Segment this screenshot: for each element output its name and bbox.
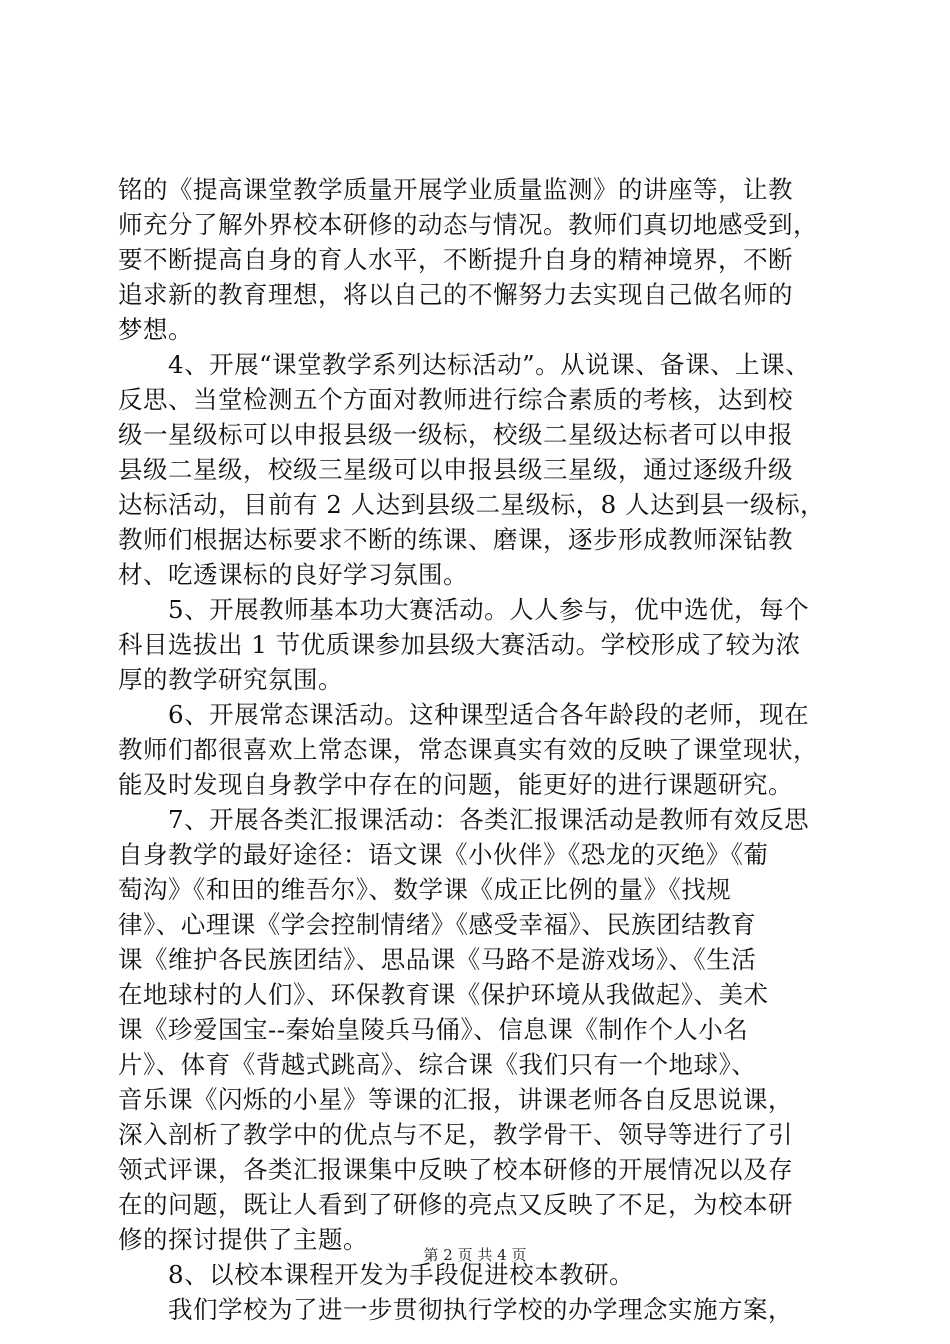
page-number-label: 第 2 页 共 4 页 (423, 1246, 527, 1264)
text-line: 律》、心理课《学会控制情绪》《感受幸福》、民族团结教育 (118, 910, 757, 939)
page-footer (0, 1245, 950, 1265)
text-line: 材、吃透课标的良好学习氛围。 (118, 560, 468, 589)
text-line: 自身教学的最好途径：语文课《小伙伴》《恐龙的灭绝》《葡 (118, 840, 769, 869)
text-line: 修的探讨提供了主题。 (118, 1225, 368, 1254)
text-line: 领式评课，各类汇报课集中反映了校本研修的开展情况以及存 (118, 1155, 793, 1184)
text-line: 深入剖析了教学中的优点与不足，教学骨干、领导等进行了引 (118, 1120, 793, 1149)
text-line: 片》、体育《背越式跳高》、综合课《我们只有一个地球》、 (118, 1050, 757, 1079)
text-line: 县级二星级，校级三星级可以申报县级三星级，通过逐级升级 (118, 455, 793, 484)
text-line: 反思、当堂检测五个方面对教师进行综合素质的考核，达到校 (118, 385, 793, 414)
text-line: 在的问题，既让人看到了研修的亮点又反映了不足，为校本研 (118, 1190, 793, 1219)
text-line: 级一星级标可以申报县级一级标，校级二星级达标者可以申报 (118, 420, 793, 449)
text-line: 梦想。 (118, 315, 193, 344)
text-line: 萄沟》《和田的维吾尔》、数学课《成正比例的量》《找规 (118, 875, 732, 904)
text-line: 达标活动，目前有 2 人达到县级二星级标，8 人达到县一级标， (118, 490, 826, 519)
text-line: 师充分了解外界校本研修的动态与情况。教师们真切地感受到， (118, 210, 818, 239)
text-line: 音乐课《闪烁的小星》等课的汇报，讲课老师各自反思说课， (118, 1085, 793, 1114)
text-line: 8、以校本课程开发为手段促进校本教研。 (118, 1260, 635, 1289)
text-line: 教师们都很喜欢上常态课，常态课真实有效的反映了课堂现状， (118, 735, 818, 764)
body-text (118, 172, 854, 1327)
text-line: 科目选拔出 1 节优质课参加县级大赛活动。学校形成了较为浓 (118, 630, 801, 659)
text-line: 追求新的教育理想，将以自己的不懈努力去实现自己做名师的 (118, 280, 793, 309)
text-line: 教师们根据达标要求不断的练课、磨课，逐步形成教师深钻教 (118, 525, 793, 554)
text-line: 要不断提高自身的育人水平，不断提升自身的精神境界，不断 (118, 245, 793, 274)
text-line: 5、开展教师基本功大赛活动。人人参与，优中选优，每个 (118, 595, 810, 624)
text-line: 6、开展常态课活动。这种课型适合各年龄段的老师，现在 (118, 700, 810, 729)
text-line: 我们学校为了进一步贯彻执行学校的办学理念实施方案， (118, 1295, 793, 1324)
text-line: 课《维护各民族团结》、思品课《马路不是游戏场》、《生活 (118, 945, 757, 974)
text-line: 4、开展“课堂教学系列达标活动”。从说课、备课、上课、 (118, 350, 811, 379)
text-line: 在地球村的人们》、环保教育课《保护环境从我做起》、美术 (118, 980, 769, 1009)
text-line: 铭的《提高课堂教学质量开展学业质量监测》的讲座等，让教 (118, 175, 793, 204)
text-line: 厚的教学研究氛围。 (118, 665, 343, 694)
text-line: 7、开展各类汇报课活动：各类汇报课活动是教师有效反思 (118, 805, 810, 834)
text-line: 课《珍爱国宝--秦始皇陵兵马俑》、信息课《制作个人小名 (118, 1015, 749, 1044)
text-line: 能及时发现自身教学中存在的问题，能更好的进行课题研究。 (118, 770, 793, 799)
